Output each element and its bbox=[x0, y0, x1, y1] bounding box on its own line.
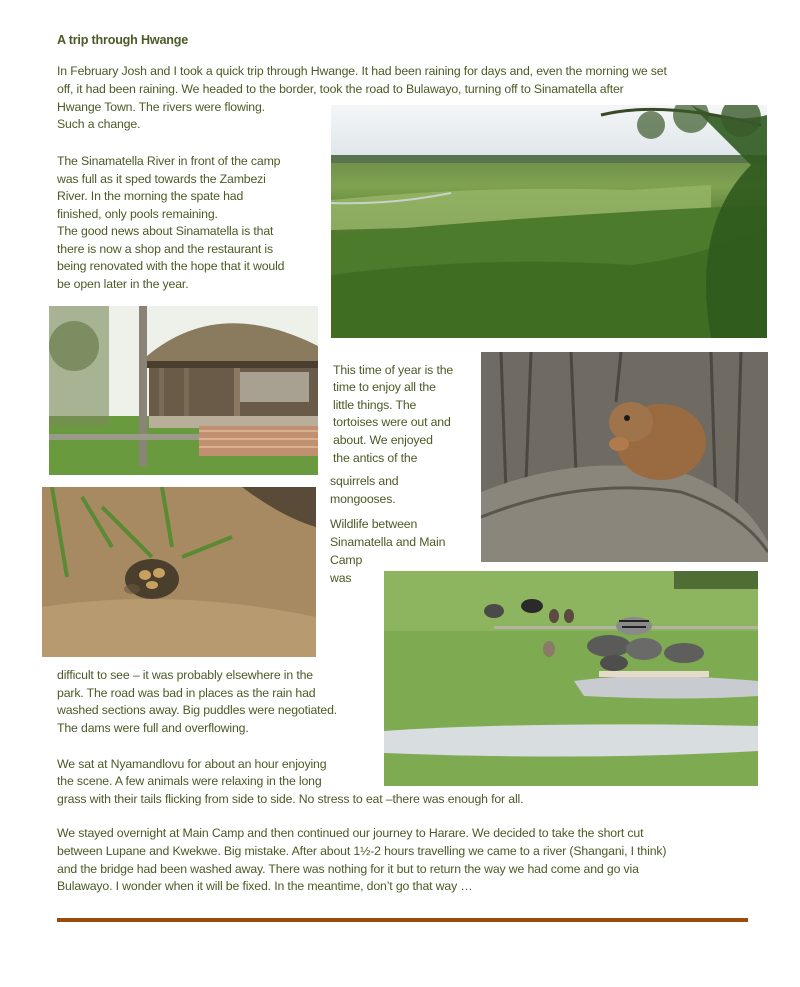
paragraph-2-line: The Sinamatella River in front of the camp bbox=[57, 154, 281, 168]
paragraph-6-line: the scene. A few animals were relaxing in the long bbox=[57, 774, 322, 788]
paragraph-4-line: Wildlife between bbox=[330, 517, 418, 531]
paragraph-5-line: park. The road was bad in places as the rain had bbox=[57, 686, 316, 700]
footer-divider bbox=[57, 918, 748, 922]
paragraph-2-line: finished, only pools remaining. bbox=[57, 207, 218, 221]
paragraph-5-line: difficult to see – it was probably elsewhere in the bbox=[57, 668, 313, 682]
paragraph-3b-line: squirrels and bbox=[330, 474, 399, 488]
paragraph-5-line: washed sections away. Big puddles were negotiated. bbox=[57, 703, 338, 717]
landscape-photo bbox=[331, 105, 767, 338]
paragraph-4-line: Camp bbox=[330, 553, 363, 567]
paragraph-4-line: was bbox=[330, 571, 352, 585]
paragraph-1-line: Hwange Town. The rivers were flowing. bbox=[57, 100, 265, 114]
paragraph-1-line: In February Josh and I took a quick trip through Hwange. It had been raining for days and, even the morning we set bbox=[57, 64, 667, 78]
squirrel-photo bbox=[481, 352, 768, 562]
paragraph-7-line: We stayed overnight at Main Camp and then continued our journey to Harare. We decided to take the short cut bbox=[57, 826, 644, 840]
article-title: A trip through Hwange bbox=[57, 33, 189, 47]
paragraph-3-line: about. We enjoyed bbox=[333, 433, 433, 447]
paragraph-3-line: This time of year is the bbox=[333, 363, 454, 377]
paragraph-7-line: Bulawayo. I wonder when it will be fixed. In the meantime, don’t go that way … bbox=[57, 879, 473, 893]
paragraph-2-line: The good news about Sinamatella is that bbox=[57, 224, 274, 238]
paragraph-3-line: the antics of the bbox=[333, 451, 418, 465]
paragraph-4-line: Sinamatella and Main bbox=[330, 535, 446, 549]
paragraph-3-line: tortoises were out and bbox=[333, 415, 451, 429]
paragraph-1-line: off, it had been raining. We headed to the border, took the road to Bulawayo, turning off to Sinamatella after bbox=[57, 82, 624, 96]
paragraph-3b-line: mongooses. bbox=[330, 492, 396, 506]
tortoise-photo bbox=[42, 487, 316, 657]
paragraph-6-line: We sat at Nyamandlovu for about an hour enjoying bbox=[57, 757, 327, 771]
paragraph-2-line: being renovated with the hope that it would bbox=[57, 259, 285, 273]
paragraph-7-line: and the bridge had been washed away. There was nothing for it but to return the way we had come and go via bbox=[57, 862, 639, 876]
paragraph-7-line: between Lupane and Kwekwe. Big mistake. After about 1½-2 hours travelling we came to a river (Shangani, I think) bbox=[57, 844, 667, 858]
paragraph-6-line: grass with their tails flicking from side to side. No stress to eat –there was enough for all. bbox=[57, 792, 524, 806]
paragraph-2-line: River. In the morning the spate had bbox=[57, 189, 244, 203]
paragraph-2-line: there is now a shop and the restaurant is bbox=[57, 242, 274, 256]
paragraph-2-line: be open later in the year. bbox=[57, 277, 189, 291]
paragraph-2-line: was full as it sped towards the Zambezi bbox=[57, 172, 266, 186]
waterhole-photo bbox=[384, 571, 758, 786]
restaurant-photo bbox=[49, 306, 318, 475]
paragraph-1-line: Such a change. bbox=[57, 117, 141, 131]
paragraph-3-line: time to enjoy all the bbox=[333, 380, 436, 394]
paragraph-3-line: little things. The bbox=[333, 398, 417, 412]
paragraph-5-line: The dams were full and overflowing. bbox=[57, 721, 249, 735]
